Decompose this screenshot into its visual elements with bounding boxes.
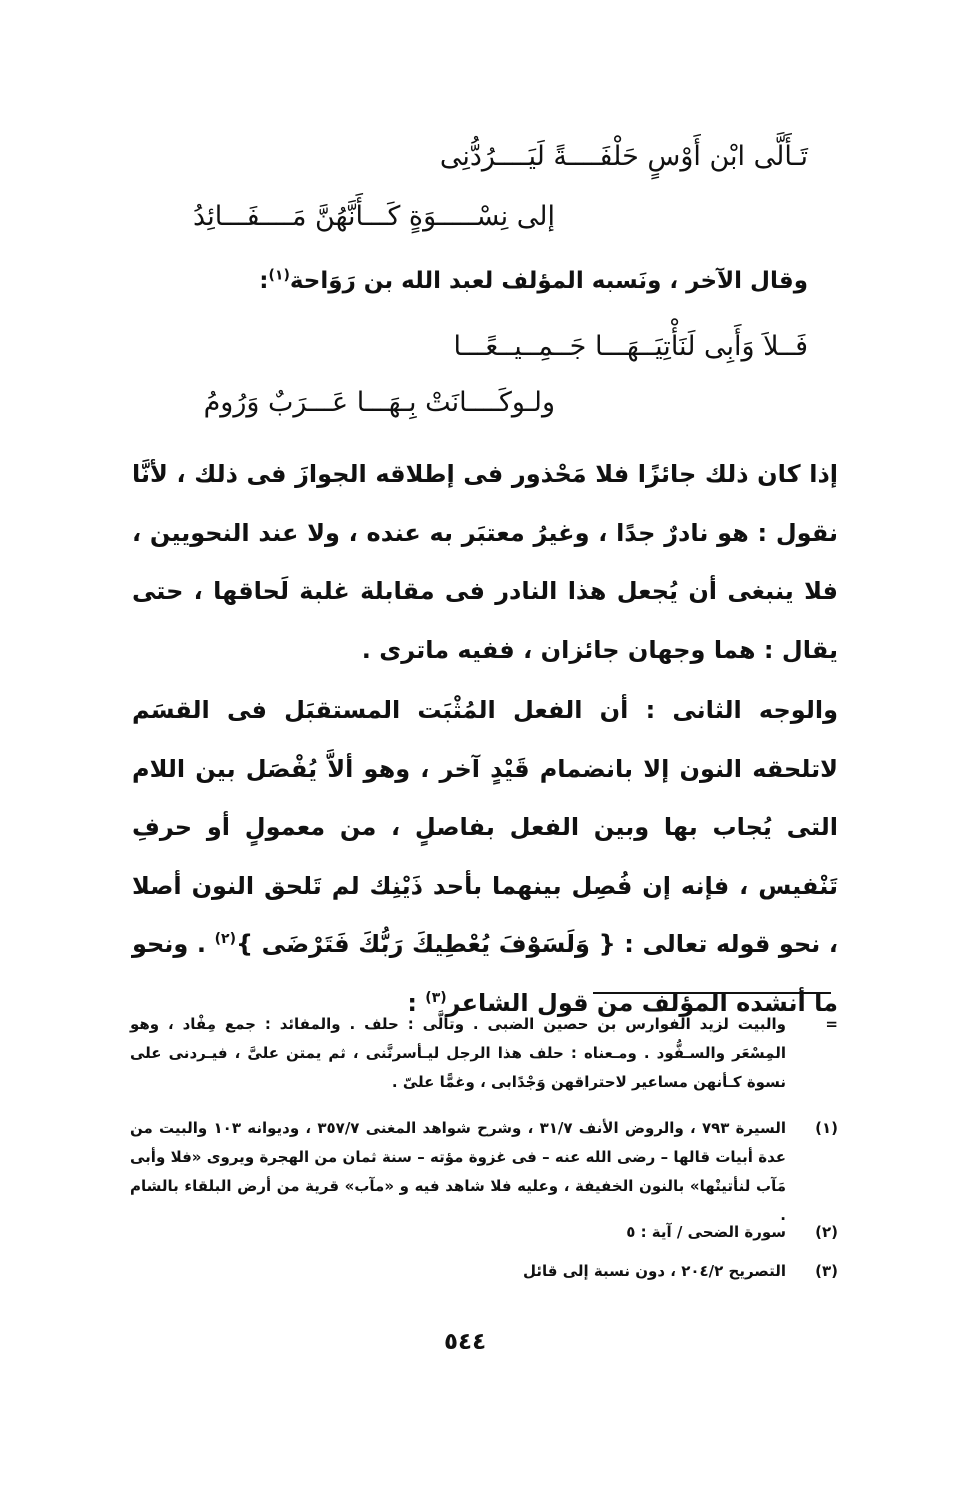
- footnote-2-text: سورة الضحى / آية : ٥: [626, 1223, 786, 1241]
- verse-1-hemistich-2: إلى نِسْـــــوَةٍ كَـــأَنَّهُنَّ مَــــفَـــائِدُ: [193, 201, 555, 232]
- footnote-ref-2: (٢): [214, 931, 236, 947]
- footnote-2: [130, 1218, 838, 1247]
- footnote-continued-mark: =: [825, 1015, 838, 1033]
- verse-2-hemistich-1: فَــلاَ وَأَبِى لَنَأْتِيَــهَـــا جَــمِــيــعًـــا: [453, 331, 808, 362]
- verse-1-hemistich-1: تَـأَلَّى ابْن أَوْسٍ حَلْفَــــةً لَيَــــرُدُّنِى: [439, 141, 808, 172]
- paragraph-1: إذا كان ذلك جائزًا فلا مَحْذور فى إطلاقه الجوازَ فى ذلك ، لأنَّا نقول : هو نادرٌ جدًا ، وغيرُ معتبَر به عنده ، ولا عند النحويين ، فلا ينبغى أن يُجعل هذا النادر فى مقابلة غلبة لَحاقها ، حتى يقال : هما وجهان جائزان ، ففيه ماترى .: [132, 460, 838, 664]
- footnote-1-text: السيرة ٧٩٣ ، والروض الأنف ٣١/٧ ، وشرح شواهد المغنى ٣٥٧/٧ ، وديوانه ١٠٣ والبيت من عدة أبيات قالها – رضى الله عنه – فى غزوة مؤته – سنة ثمان من الهجرة ويروى «فلا وأبى مَآب لنأتينْها» بالنون الخفيفة ، وعليه فلا شاهد فيه و «مآب» قرية من أرض البلقاء بالشام .: [130, 1119, 787, 1224]
- footnote-continued-text: والبيت لزيد الفوارس بن حصين الضبى . وتألَّى : حلف . والمفائد : جمع مِفْاد ، وهو المِسْعَر والسـفُّود . ومـعناه : حلف هذا الرجل ليـأسرنَّنى ، ثم يمتن علىَّ ، فيـردنى على نسوة كـأنهن مساعير لاحتراقهن وَجْدًابى ، وغمًّا علىّ .: [130, 1015, 786, 1091]
- footnote-ref-1: (١): [268, 267, 290, 284]
- footnote-ref-3: (٣): [425, 989, 447, 1006]
- footnote-2-mark: (٢): [815, 1223, 838, 1241]
- paragraph-2-end: :: [407, 988, 426, 1017]
- verse-2-hemistich-2: ولـوكَــــانَتْ بِـهَـــا عَـــرَبٌ وَرُومُ: [203, 387, 555, 418]
- page-number: ٥٤٤: [444, 1329, 487, 1355]
- footnote-3-text: التصريح ٢٠٤/٢ ، دون نسبة إلى قائل: [523, 1262, 786, 1280]
- footnote-3: [130, 1257, 838, 1286]
- verse-introduction: [259, 267, 808, 294]
- paragraph-2-text-a: والوجه الثانى : أن الفعل المُثْبَت المستقبَل فى القسَم لاتلحقه النون إلا بانضمام قَيْدٍ آخر ، وهو ألاَّ يُفْصَل بين اللام التى يُجاب بها وبين الفعل بفاصلٍ ، من معمولٍ أو حرفِ تَنْفيس ، فإنه إن فُصِل بينهما بأحد ذَيْنِك لم تَلحق النون أصلا ، نحو قوله تعالى : { وَلَسَوْفَ يُعْطِيكَ رَبُّكَ فَتَرْضَى }: [132, 696, 838, 958]
- paragraph-2: [132, 681, 838, 1032]
- footnote-1: [130, 1114, 838, 1230]
- footnote-separator: [593, 992, 831, 994]
- footnote-3-mark: (٣): [815, 1262, 838, 1280]
- paragraph-2-text-b: . ونحو ما أنشده المؤلف من قول الشاعر: [132, 930, 838, 1017]
- intro-text: وقال الآخر ، ونَسبه المؤلف لعبد الله بن رَوَاحة: [289, 268, 808, 294]
- footnote-continued: [130, 1010, 838, 1097]
- footnote-1-mark: (١): [815, 1119, 838, 1137]
- intro-colon: :: [259, 268, 269, 294]
